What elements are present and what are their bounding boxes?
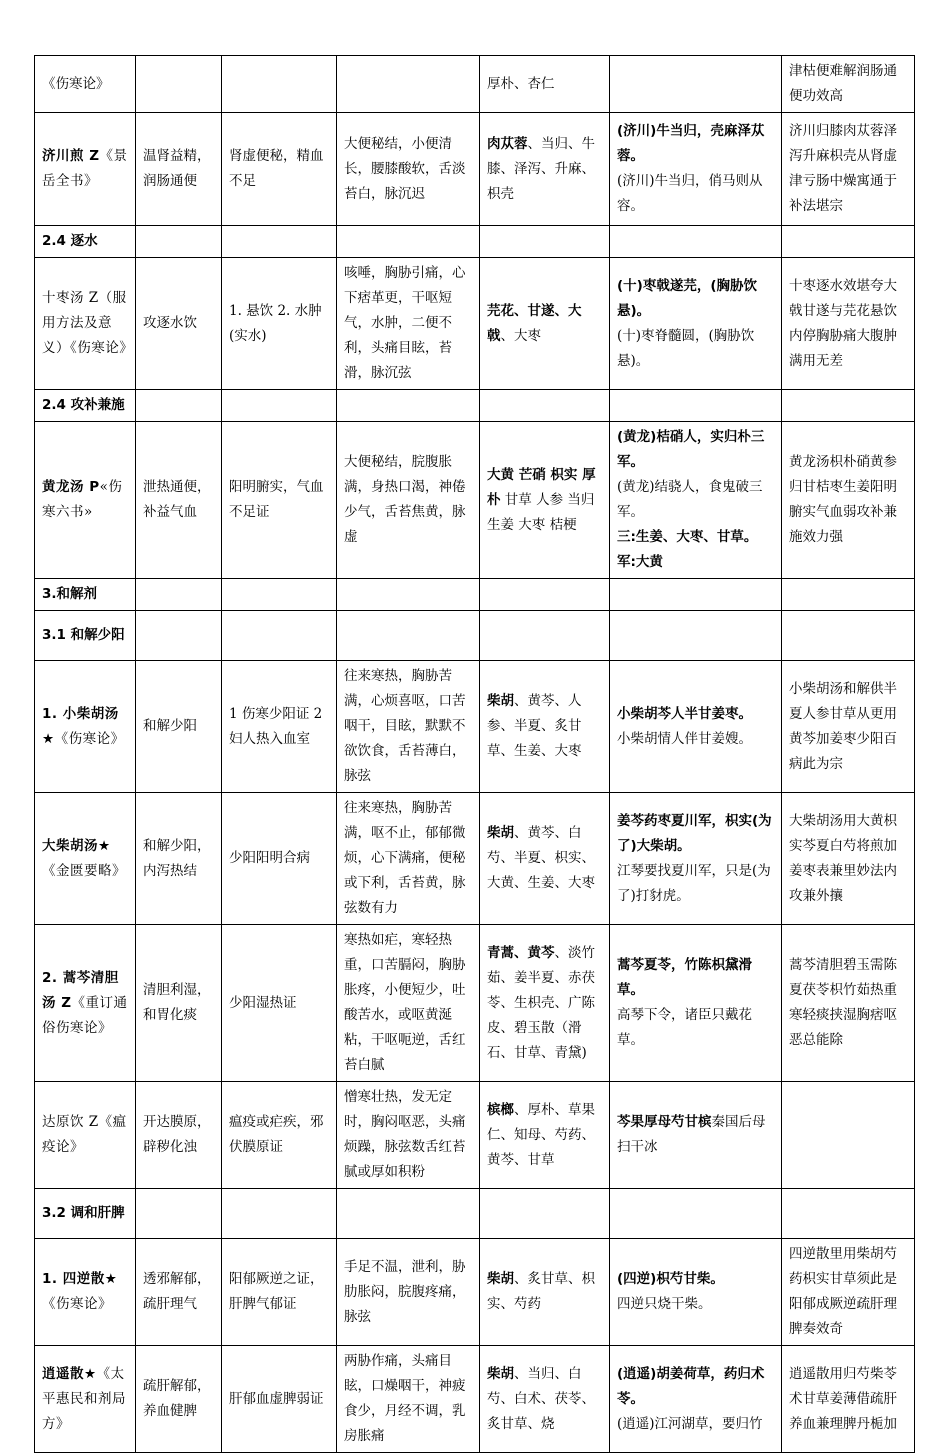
formula-symptoms: 大便秘结，脘腹胀满，身热口渴，神倦少气，舌苔焦黄，脉虚: [337, 422, 480, 579]
formula-name: 达原饮 Z《瘟疫论》: [35, 1082, 136, 1189]
table-row: [35, 1239, 915, 1346]
formula-indication: 肝郁血虚脾弱证: [222, 1346, 337, 1453]
formula-indication: 瘟疫或疟疾，邪伏膜原证: [222, 1082, 337, 1189]
section-row: [35, 579, 915, 611]
formula-herbs: 柴胡、黄芩、人参、半夏、炙甘草、生姜、大枣: [480, 661, 610, 793]
formula-effect: 清胆利湿，和胃化痰: [136, 925, 222, 1082]
formula-herbs: 厚朴、杏仁: [480, 56, 610, 113]
formula-symptoms: 憎寒壮热，发无定时，胸闷呕恶，头痛烦躁，脉弦数舌红苔腻或厚如积粉: [337, 1082, 480, 1189]
formula-name: 逍遥散★《太平惠民和剂局方》: [35, 1346, 136, 1453]
formula-song: 小柴胡汤和解供半夏人参甘草从更用黄芩加姜枣少阳百病此为宗: [782, 661, 915, 793]
formula-indication: [222, 56, 337, 113]
formula-song: 黄龙汤枳朴硝黄参归甘桔枣生姜阳明腑实气血弱攻补兼施效力强: [782, 422, 915, 579]
section-heading: 2.4 逐水: [35, 226, 136, 258]
formula-song: 逍遥散用归芍柴苓术甘草姜薄借疏肝养血兼理脾丹栀加: [782, 1346, 915, 1453]
section-heading: 3.和解剂: [35, 579, 136, 611]
formula-effect: 温肾益精，润肠通便: [136, 113, 222, 226]
formula-herbs: 柴胡、炙甘草、枳实、芍药: [480, 1239, 610, 1346]
formula-symptoms: [337, 56, 480, 113]
formula-indication: 少阳阳明合病: [222, 793, 337, 925]
formula-table: [34, 55, 915, 1453]
formula-mnemonic: (黄龙)桔硝人，实归朴三军。 (黄龙)结骁人，食鬼破三军。 三:生姜、大枣、甘草。 军:大黄: [610, 422, 782, 579]
formula-effect: 透邪解郁，疏肝理气: [136, 1239, 222, 1346]
table-row: [35, 56, 915, 113]
section-heading: 3.2 调和肝脾: [35, 1189, 136, 1239]
section-row: [35, 226, 915, 258]
formula-effect: [136, 56, 222, 113]
table-row: [35, 661, 915, 793]
formula-song: 十枣逐水效堪夸大戟甘遂与芫花悬饮内停胸胁痛大腹肿满用无差: [782, 258, 915, 390]
formula-effect: 和解少阳，内泻热结: [136, 793, 222, 925]
formula-herbs: 槟榔、厚朴、草果仁、知母、芍药、黄芩、甘草: [480, 1082, 610, 1189]
formula-effect: 攻逐水饮: [136, 258, 222, 390]
formula-effect: 开达膜原，辟秽化浊: [136, 1082, 222, 1189]
table-row: [35, 422, 915, 579]
formula-mnemonic: (逍遥)胡姜荷草，药归术苓。 (逍遥)江河湖草，要归竹: [610, 1346, 782, 1453]
formula-symptoms: 两胁作痛，头痛目眩，口燥咽干，神疲食少，月经不调，乳房胀痛: [337, 1346, 480, 1453]
section-row: [35, 611, 915, 661]
formula-name: 1. 四逆散★《伤寒论》: [35, 1239, 136, 1346]
formula-indication: 肾虚便秘，精血不足: [222, 113, 337, 226]
formula-symptoms: 手足不温，泄利，胁肋胀闷，脘腹疼痛，脉弦: [337, 1239, 480, 1346]
formula-name: 十枣汤 Z（服用方法及意义）《伤寒论》: [35, 258, 136, 390]
formula-name: 济川煎 Z《景岳全书》: [35, 113, 136, 226]
formula-indication: 阳明腑实，气血不足证: [222, 422, 337, 579]
table-row: [35, 1082, 915, 1189]
formula-song: 津枯便难解润肠通便功效高: [782, 56, 915, 113]
formula-herbs: 芫花、甘遂、大戟、大枣: [480, 258, 610, 390]
table-row: [35, 793, 915, 925]
formula-name: 《伤寒论》: [35, 56, 136, 113]
formula-indication: 少阳湿热证: [222, 925, 337, 1082]
formula-indication: 1. 悬饮 2. 水肿(实水): [222, 258, 337, 390]
table-row: [35, 113, 915, 226]
formula-name: 黄龙汤 P«伤寒六书»: [35, 422, 136, 579]
formula-song: 蒿芩清胆碧玉需陈夏茯苓枳竹茹热重寒轻痰挟湿胸痞呕恶总能除: [782, 925, 915, 1082]
section-heading: 3.1 和解少阳: [35, 611, 136, 661]
table-row: [35, 258, 915, 390]
formula-herbs: 大黄 芒硝 枳实 厚朴 甘草 人参 当归 生姜 大枣 桔梗: [480, 422, 610, 579]
table-row: [35, 1346, 915, 1453]
formula-symptoms: 咳唾，胸胁引痛，心下痞革更，干呕短气，水肿，二便不利，头痛目眩，苔滑，脉沉弦: [337, 258, 480, 390]
formula-herbs: 青蒿、黄芩、淡竹茹、姜半夏、赤茯苓、生枳壳、广陈皮、碧玉散（滑石、甘草、青黛): [480, 925, 610, 1082]
formula-mnemonic: 蒿芩夏苓，竹陈枳黛滑草。 高琴下令，诸臣只戴花草。: [610, 925, 782, 1082]
formula-name: 大柴胡汤★《金匮要略》: [35, 793, 136, 925]
formula-symptoms: 大便秘结，小便清长，腰膝酸软，舌淡苔白，脉沉迟: [337, 113, 480, 226]
formula-effect: 疏肝解郁，养血健脾: [136, 1346, 222, 1453]
formula-mnemonic: 小柴胡芩人半甘姜枣。 小柴胡情人伴甘姜嫂。: [610, 661, 782, 793]
formula-effect: 泄热通便，补益气血: [136, 422, 222, 579]
formula-song: 济川归膝肉苁蓉泽泻升麻枳壳从肾虚津亏肠中燥寓通于补法堪宗: [782, 113, 915, 226]
formula-song: [782, 1082, 915, 1189]
formula-mnemonic: 芩果厚母芍甘槟秦国后母扫干冰: [610, 1082, 782, 1189]
formula-name: 1. 小柴胡汤★《伤寒论》: [35, 661, 136, 793]
formula-indication: 1 伤寒少阳证 2 妇人热入血室: [222, 661, 337, 793]
section-row: [35, 390, 915, 422]
formula-mnemonic: [610, 56, 782, 113]
formula-herbs: 柴胡、当归、白芍、白术、茯苓、炙甘草、烧: [480, 1346, 610, 1453]
formula-mnemonic: (四逆)枳芍甘柴。 四逆只烧干柴。: [610, 1239, 782, 1346]
table-row: [35, 925, 915, 1082]
formula-mnemonic: 姜芩药枣夏川军，枳实(为了)大柴胡。 江琴要找夏川军，只是(为了)打豺虎。: [610, 793, 782, 925]
formula-effect: 和解少阳: [136, 661, 222, 793]
section-row: [35, 1189, 915, 1239]
formula-indication: 阳郁厥逆之证，肝脾气郁证: [222, 1239, 337, 1346]
formula-symptoms: 往来寒热，胸胁苦满，呕不止，郁郁微烦，心下满痛，便秘或下利，舌苔黄，脉弦数有力: [337, 793, 480, 925]
formula-song: 四逆散里用柴胡芍药枳实甘草须此是阳郁成厥逆疏肝理脾奏效奇: [782, 1239, 915, 1346]
formula-herbs: 柴胡、黄芩、白芍、半夏、枳实、大黄、生姜、大枣: [480, 793, 610, 925]
formula-name: 2. 蒿芩清胆汤 Z《重订通俗伤寒论》: [35, 925, 136, 1082]
formula-herbs: 肉苁蓉、当归、牛膝、泽泻、升麻、枳壳: [480, 113, 610, 226]
formula-symptoms: 寒热如疟，寒轻热重，口苦膈闷，胸胁胀疼，小便短少，吐酸苦水，或呕黄涎粘，干呕呃逆，舌红苔白腻: [337, 925, 480, 1082]
formula-mnemonic: (十)枣戟遂芫，(胸胁饮悬)。 (十)枣脊髓圆，(胸胁饮悬)。: [610, 258, 782, 390]
formula-symptoms: 往来寒热，胸胁苦满，心烦喜呕，口苦咽干，目眩，默默不欲饮食，舌苔薄白，脉弦: [337, 661, 480, 793]
formula-mnemonic: (济川)牛当归，壳麻泽苁蓉。 (济川)牛当归，俏马则从容。: [610, 113, 782, 226]
formula-song: 大柴胡汤用大黄枳实芩夏白芍将煎加姜枣表兼里妙法内攻兼外攘: [782, 793, 915, 925]
section-heading: 2.4 攻补兼施: [35, 390, 136, 422]
